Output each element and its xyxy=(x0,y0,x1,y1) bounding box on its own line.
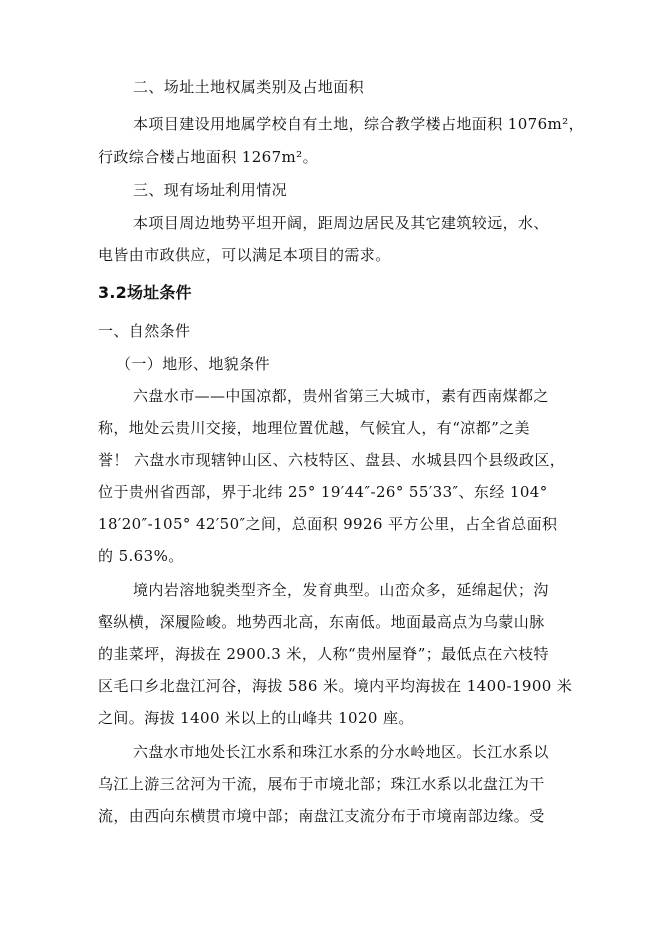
section-heading-site-usage: 三、现有场址利用情况 xyxy=(133,181,288,199)
paragraph-line: 的 5.63%。 xyxy=(98,547,184,565)
paragraph-line: 称，地处云贵川交接，地理位置优越，气候宜人，有“凉都”之美 xyxy=(98,419,530,437)
paragraph-line: 位于贵州省西部，界于北纬 25° 19′44″-26° 55′33″、东经 104° xyxy=(98,483,548,501)
subsection-heading-natural-conditions: 一、自然条件 xyxy=(98,322,191,340)
paragraph-line: 誉！ 六盘水市现辖钟山区、六枝特区、盘县、水城县四个县级政区， xyxy=(98,451,566,469)
paragraph-line: 区毛口乡北盘江河谷，海拔 586 米。境内平均海拔在 1400-1900 米 xyxy=(98,677,573,695)
paragraph-line: 行政综合楼占地面积 1267m²。 xyxy=(98,148,318,166)
paragraph-line: 境内岩溶地貌类型齐全，发育典型。山峦众多，延绵起伏；沟 xyxy=(133,581,549,599)
section-heading-land-ownership: 二、场址土地权属类别及占地面积 xyxy=(133,78,365,96)
paragraph-line: 流，由西向东横贯市境中部；南盘江支流分布于市境南部边缘。受 xyxy=(98,807,545,825)
paragraph-line: 的韭菜坪，海拔在 2900.3 米，人称“贵州屋脊”；最低点在六枝特 xyxy=(98,645,549,663)
paragraph-line: 六盘水市地处长江水系和珠江水系的分水岭地区。长江水系以 xyxy=(133,743,549,761)
paragraph-line: 电皆由市政供应，可以满足本项目的需求。 xyxy=(98,246,391,264)
subsection-heading-terrain: （一）地形、地貌条件 xyxy=(116,355,271,373)
paragraph-line: 壑纵横，深履险峻。地势西北高，东南低。地面最高点为乌蒙山脉 xyxy=(98,613,545,631)
paragraph-line: 乌江上游三岔河为干流，展布于市境北部；珠江水系以北盘江为干 xyxy=(98,775,545,793)
paragraph-line: 本项目建设用地属学校自有土地，综合教学楼占地面积 1076m²， xyxy=(133,115,584,133)
paragraph-line: 18′20″-105° 42′50″之间，总面积 9926 平方公里，占全省总面积 xyxy=(98,515,558,533)
paragraph-line: 之间。海拔 1400 米以上的山峰共 1020 座。 xyxy=(98,709,414,727)
paragraph-line: 本项目周边地势平坦开阔，距周边居民及其它建筑较远，水、 xyxy=(133,214,549,232)
paragraph-line: 六盘水市——中国凉都，贵州省第三大城市，素有西南煤都之 xyxy=(133,387,549,405)
section-title-site-conditions: 3.2场址条件 xyxy=(98,283,192,302)
